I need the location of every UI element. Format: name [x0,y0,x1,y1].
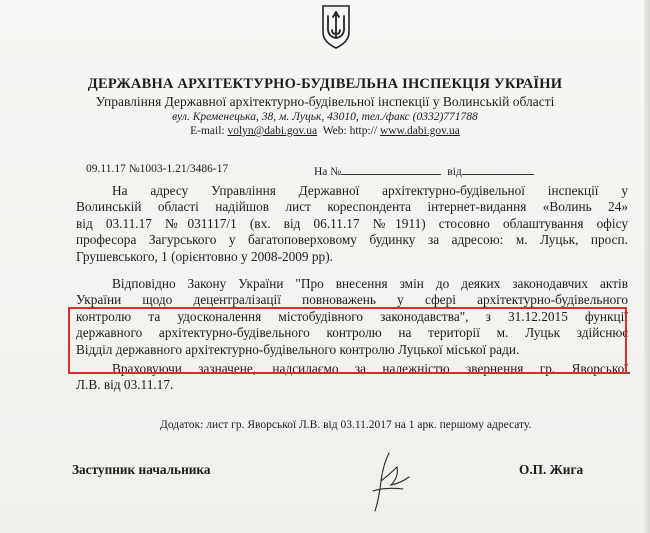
department-subtitle: Управління Державної архітектурно-будівельної інспекції у Волинській області [95,94,555,109]
to-number-label: На № [314,166,342,178]
handwritten-signature-icon [355,447,425,517]
trident-coat-of-arms-icon [320,4,352,50]
signatory-name: О.П. Жига [519,462,584,477]
from-date-label: від [447,166,462,178]
attachment-note: Додаток: лист гр. Яворської Л.В. від 03.11.2017 на 1 арк. першому адресату. [160,419,532,431]
text-line: Л.В. від 03.11.17. [76,377,174,393]
signatory-role: Заступник начальника [72,462,211,477]
incoming-reference [314,163,534,178]
contacts-line [0,125,650,137]
scan-edge [644,0,650,533]
paragraph-law [76,276,628,358]
text-line: Грушевського, 1 (орієнтовно у 2008-2009 рр). [76,248,333,264]
text-line: державного архітектурно-будівельного контролю на території м. Луцьк здійснює [76,325,628,341]
paragraph-forwarding [76,361,628,394]
text-line: України щодо децентралізації повноважень у сфері архітектурно-будівельного [76,292,628,308]
institution-title: ДЕРЖАВНА АРХІТЕКТУРНО-БУДІВЕЛЬНА ІНСПЕКЦІЯ УКРАЇНИ [87,76,563,92]
outgoing-number: 09.11.17 №1003-1.21/3486-17 [86,163,229,175]
text-line: Відділ державного архітектурно-будівельного контролю Луцької міської ради. [76,341,520,357]
text-line: професора Загурського у багатоповерховому будинку за адресою: м. Луцьк, просп. [76,232,628,248]
to-number-blank [341,163,441,175]
text-line: На адресу Управління Державної архітектурно-будівельної інспекції у [112,183,628,198]
web-label: Web: http:// [317,125,380,137]
text-line: Відповідно Закону України "Про внесення змін до деяких законодавчих актів [112,276,628,291]
paragraph-request [76,183,628,265]
text-line: Враховуючи зазначене, надсилаємо за належністю звернення гр. Яворської [112,361,628,376]
text-line: від 03.11.17 №031117/1 (вх. від 06.11.17 №1911) стосовно облаштування офісу [76,215,628,231]
email-label: E-mail: [190,125,228,137]
from-date-blank [462,163,534,175]
postal-address: вул. Кременецька, 38, м. Луцьк, 43010, тел./факс (0332)771788 [172,111,478,123]
text-line: Волинській області надійшов лист кореспондента інтернет-видання «Волинь 24» [76,199,628,215]
email-link[interactable]: volyn@dabi.gov.ua [227,125,318,137]
text-line: контролю та удосконалення містобудівного законодавства", з 31.12.2015 функції [76,308,628,324]
web-link[interactable]: www.dabi.gov.ua [379,125,460,137]
